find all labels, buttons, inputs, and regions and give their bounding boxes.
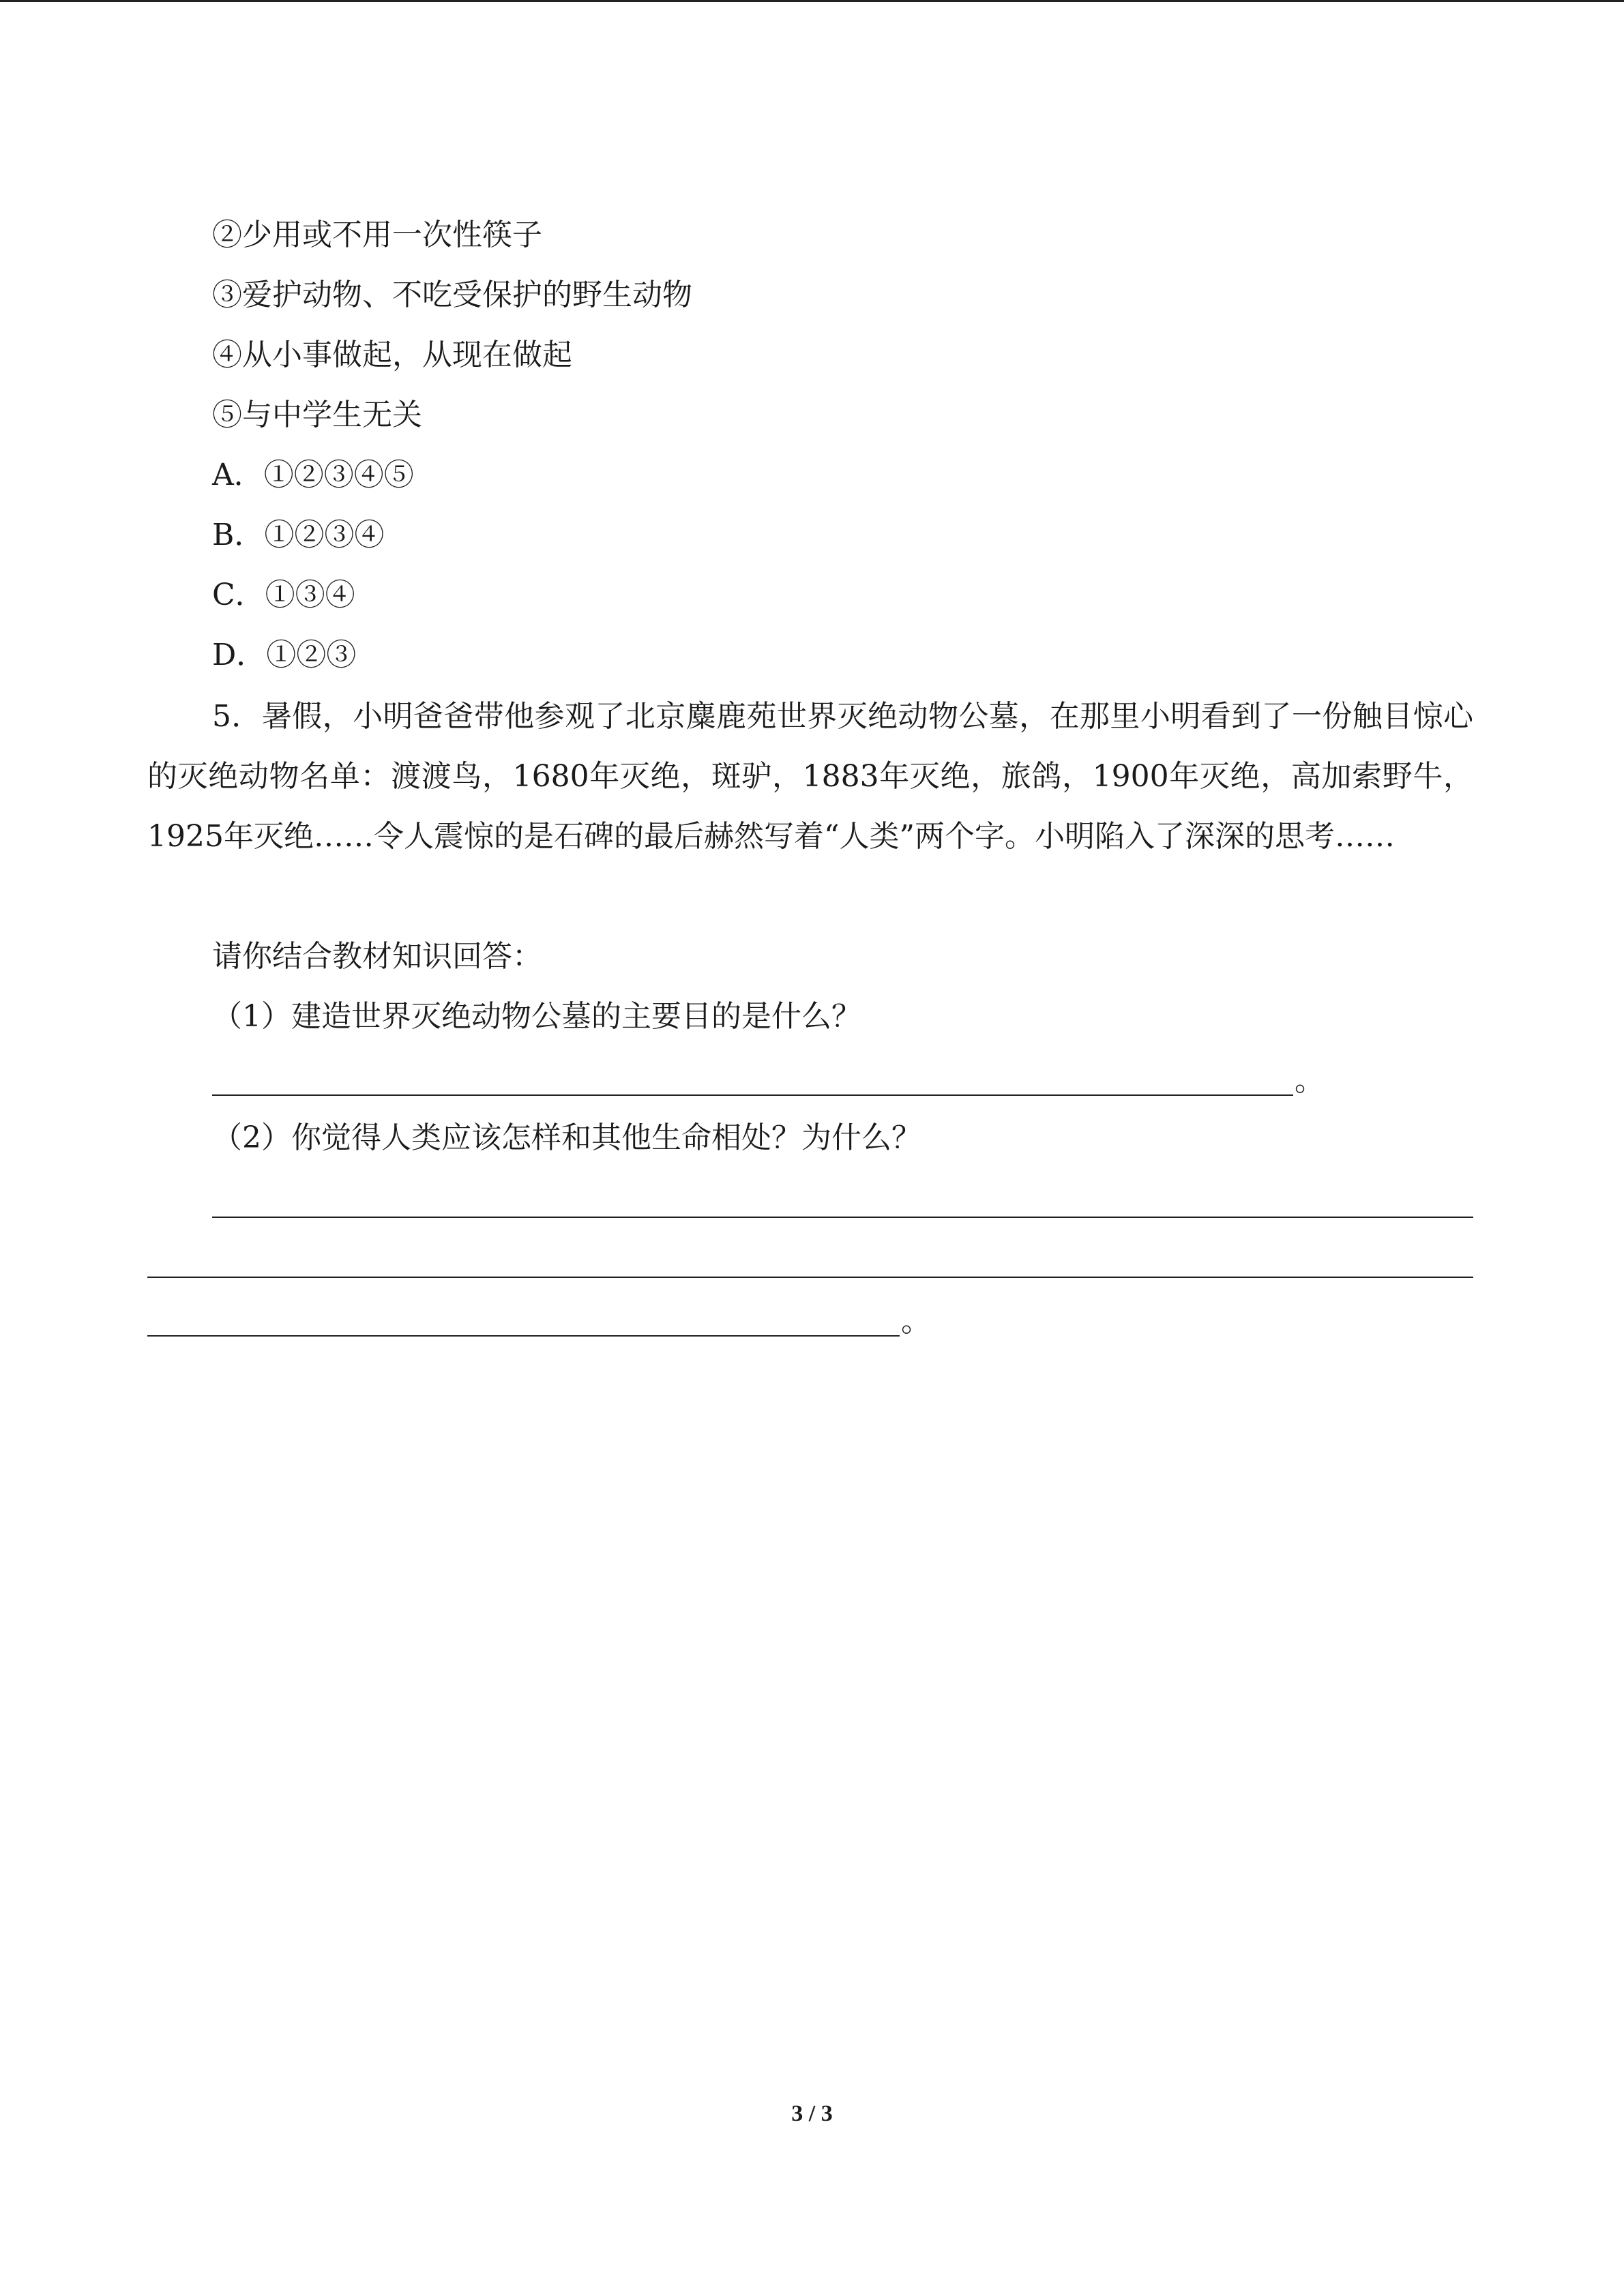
sub-question-2: （2）你觉得人类应该怎样和其他生命相处？为什么？ — [212, 1120, 921, 1155]
answer-period-2: 。 — [901, 1304, 931, 1339]
question-5-text: 5．暑假，小明爸爸带他参观了北京麋鹿苑世界灭绝动物公墓，在那里小明看到了一份触目惊心的灭绝动物名单：渡渡鸟，1680年灭绝，斑驴，1883年灭绝，旅鸽，1900年灭绝，高加索野牛，1925年灭绝……令人震惊的是石碑的最后赫然写着“人类”两个字。小明陷入了深深的思考…… — [147, 699, 1473, 854]
question-5-prompt: 请你结合教材知识回答： — [212, 939, 542, 974]
answer-line-2b[interactable] — [147, 1277, 1473, 1278]
option-3: ③爱护动物、不吃受保护的野生动物 — [212, 278, 692, 312]
answer-line-2a[interactable] — [212, 1217, 1473, 1218]
choice-c: C．①③④ — [212, 578, 355, 612]
choice-b: B．①②③④ — [212, 518, 385, 552]
answer-line-2c[interactable] — [147, 1335, 900, 1337]
choice-a: A．①②③④⑤ — [212, 458, 414, 492]
option-2: ②少用或不用一次性筷子 — [212, 218, 542, 252]
sub-question-1: （1）建造世界灭绝动物公墓的主要目的是什么？ — [212, 999, 861, 1034]
option-4: ④从小事做起，从现在做起 — [212, 338, 572, 372]
answer-line-1[interactable] — [212, 1094, 1293, 1096]
option-5: ⑤与中学生无关 — [212, 398, 422, 432]
answer-period-1: 。 — [1295, 1063, 1325, 1098]
page-number: 3 / 3 — [791, 2101, 833, 2126]
choice-d: D．①②③ — [212, 638, 357, 672]
